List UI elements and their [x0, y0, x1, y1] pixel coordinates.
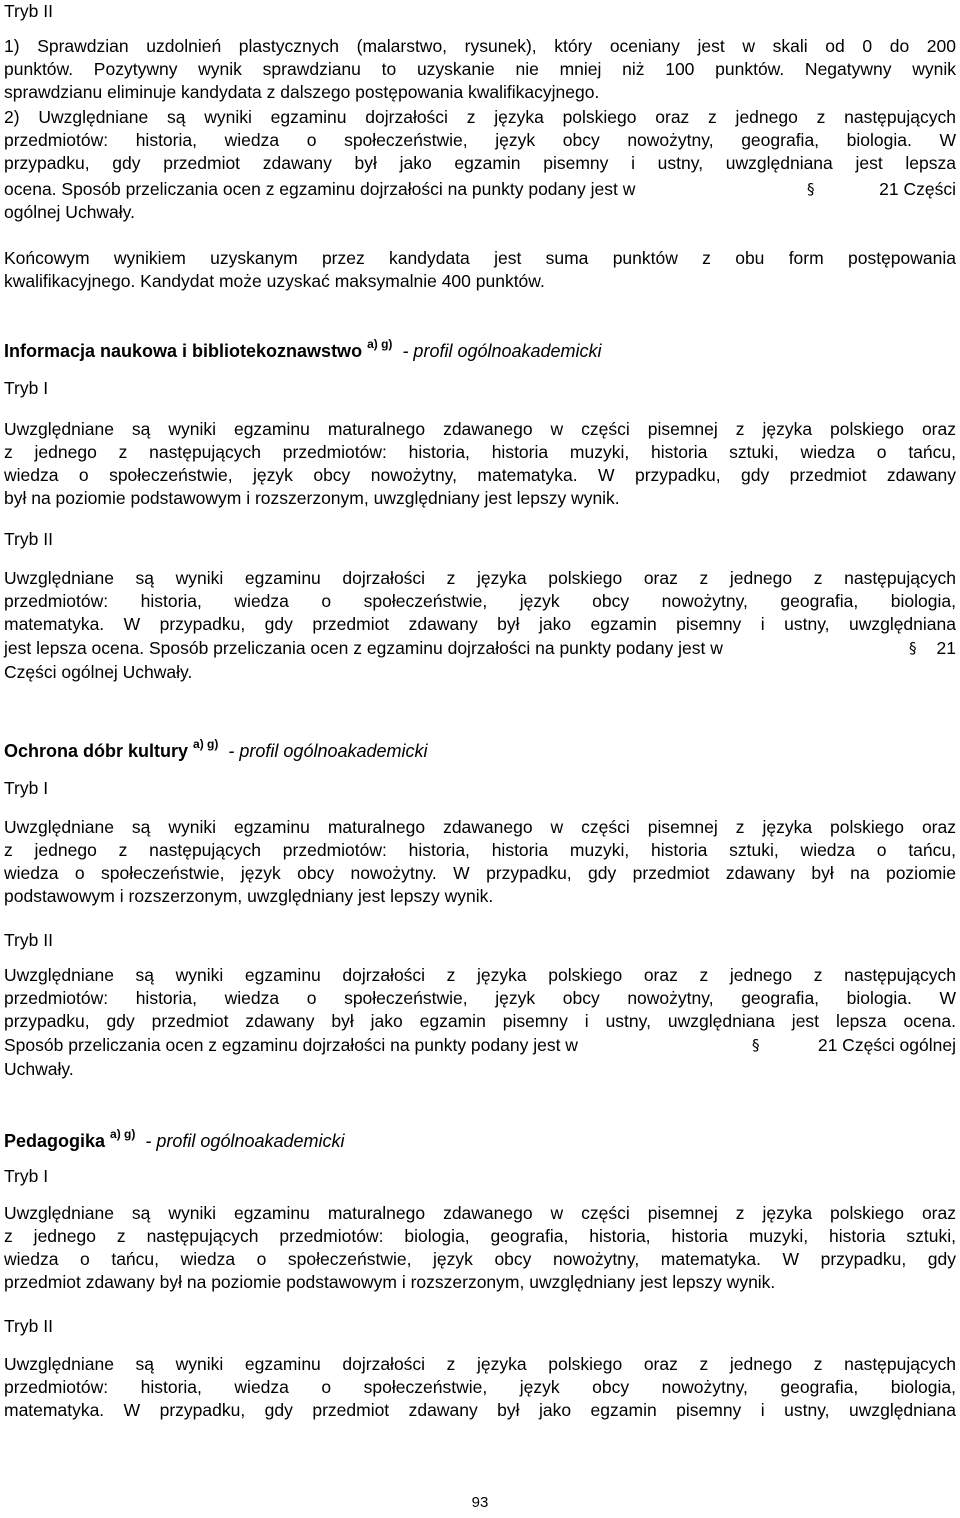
body-line: ogólnej Uchwały.	[4, 202, 135, 222]
paragraph-symbol: §	[909, 639, 917, 657]
body-line-text: Sposób przeliczania ocen z egzaminu dojrzałości na punkty podany jest w	[4, 1035, 578, 1055]
section-profile: - profil ogólnoakademicki	[397, 341, 602, 361]
body-line-text: ocena. Sposób przeliczania ocen z egzaminu dojrzałości na punkty podany jest w	[4, 179, 636, 199]
body-line-text: 21 Części	[879, 179, 956, 199]
body-line: przypadku, gdy przedmiot zdawany był jako egzamin pisemny i ustny, uwzględniana jest lepsza ocena.	[4, 1011, 956, 1031]
body-line: 1) Sprawdzian uzdolnień plastycznych (malarstwo, rysunek), który oceniany jest w skali od 0 do 200	[4, 36, 956, 56]
tryb-ii-label: Tryb II	[4, 1, 53, 21]
body-line-text: 21 Części ogólnej	[817, 1035, 956, 1055]
section-footnote-marks: a) g)	[193, 737, 219, 751]
section-heading	[4, 733, 428, 763]
body-line: przedmiot zdawany był na poziomie podstawowym i rozszerzonym, uwzględniany jest lepszy wynik.	[4, 1272, 776, 1292]
section-title: Informacja naukowa i bibliotekoznawstwo	[4, 341, 363, 361]
section-title: Ochrona dóbr kultury	[4, 741, 189, 761]
body-line: z jednego z następujących przedmiotów: historia, historia muzyki, historia sztuki, wiedza o tańcu,	[4, 442, 956, 462]
body-line: wiedza o społeczeństwie, język obcy nowożytny. W przypadku, gdy przedmiot zdawany był na poziomie	[4, 863, 956, 883]
body-line: 2) Uwzględniane są wyniki egzaminu dojrzałości z języka polskiego oraz z jednego z następujących	[4, 107, 956, 127]
section-profile: - profil ogólnoakademicki	[223, 741, 428, 761]
body-line: wiedza o społeczeństwie, język obcy nowożytny, matematyka. W przypadku, gdy przedmiot zdawany	[4, 465, 956, 485]
tryb-i-label: Tryb I	[4, 1166, 49, 1186]
tryb-i-label: Tryb I	[4, 378, 49, 398]
body-line: z jednego z następujących przedmiotów: historia, historia muzyki, historia sztuki, wiedza o tańcu,	[4, 840, 956, 860]
section-footnote-marks: a) g)	[110, 1127, 136, 1141]
body-line: Uwzględniane są wyniki egzaminu maturalnego zdawanego w części pisemnej z języka polskiego oraz	[4, 1203, 956, 1223]
body-line: wiedza o tańcu, wiedza o społeczeństwie, język obcy nowożytny, matematyka. W przypadku, gdy	[4, 1249, 956, 1269]
body-line: Uchwały.	[4, 1059, 74, 1079]
tryb-ii-label: Tryb II	[4, 1316, 53, 1336]
body-line: Uwzględniane są wyniki egzaminu dojrzałości z języka polskiego oraz z jednego z następujących	[4, 1354, 956, 1374]
body-line-text: 21	[936, 638, 956, 658]
body-line: matematyka. W przypadku, gdy przedmiot zdawany był jako egzamin pisemny i ustny, uwzględniana	[4, 1400, 956, 1420]
body-line: Uwzględniane są wyniki egzaminu maturalnego zdawanego w części pisemnej z języka polskiego oraz	[4, 419, 956, 439]
tryb-ii-label: Tryb II	[4, 930, 53, 950]
body-line: podstawowym i rozszerzonym, uwzględniany jest lepszy wynik.	[4, 886, 494, 906]
body-line: przedmiotów: historia, wiedza o społeczeństwie, język obcy nowożytny, geografia, biologia. W	[4, 130, 956, 150]
body-line: Końcowym wynikiem uzyskanym przez kandydata jest suma punktów z obu form postępowania	[4, 248, 956, 268]
body-line: przedmiotów: historia, wiedza o społeczeństwie, język obcy nowożytny, geografia, biologia,	[4, 1377, 956, 1397]
body-line: sprawdzianu eliminuje kandydata z dalszego postępowania kwalifikacyjnego.	[4, 82, 600, 102]
section-footnote-marks: a) g)	[367, 337, 393, 351]
body-line: kwalifikacyjnego. Kandydat może uzyskać maksymalnie 400 punktów.	[4, 271, 545, 291]
body-line: Uwzględniane są wyniki egzaminu dojrzałości z języka polskiego oraz z jednego z następujących	[4, 965, 956, 985]
tryb-i-label: Tryb I	[4, 778, 49, 798]
body-line: matematyka. W przypadku, gdy przedmiot zdawany był jako egzamin pisemny i ustny, uwzględniana	[4, 614, 956, 634]
body-line: Uwzględniane są wyniki egzaminu maturalnego zdawanego w części pisemnej z języka polskiego oraz	[4, 817, 956, 837]
body-line-with-paragraph-ref	[4, 637, 956, 660]
body-line: z jednego z następujących przedmiotów: biologia, geografia, historia, historia muzyki, historia sztuki,	[4, 1226, 956, 1246]
body-line: przedmiotów: historia, wiedza o społeczeństwie, język obcy nowożytny, geografia, biologia. W	[4, 988, 956, 1008]
section-heading	[4, 333, 602, 363]
section-heading	[4, 1123, 345, 1153]
body-line: był na poziomie podstawowym i rozszerzonym, uwzględniany jest lepszy wynik.	[4, 488, 620, 508]
paragraph-symbol: §	[807, 180, 815, 198]
body-line-text: jest lepsza ocena. Sposób przeliczania ocen z egzaminu dojrzałości na punkty podany jest w	[4, 638, 723, 658]
body-line-with-paragraph-ref	[4, 178, 956, 201]
body-line: punktów. Pozytywny wynik sprawdzianu to uzyskanie nie mniej niż 100 punktów. Negatywny wynik	[4, 59, 956, 79]
page-number: 93	[471, 1494, 489, 1511]
body-line-with-paragraph-ref	[4, 1034, 956, 1057]
section-title: Pedagogika	[4, 1131, 106, 1151]
section-profile: - profil ogólnoakademicki	[140, 1131, 345, 1151]
body-line: Części ogólnej Uchwały.	[4, 662, 193, 682]
body-line: przedmiotów: historia, wiedza o społeczeństwie, język obcy nowożytny, geografia, biologia,	[4, 591, 956, 611]
body-line: Uwzględniane są wyniki egzaminu dojrzałości z języka polskiego oraz z jednego z następujących	[4, 568, 956, 588]
paragraph-symbol: §	[752, 1036, 760, 1054]
body-line: przypadku, gdy przedmiot zdawany był jako egzamin pisemny i ustny, uwzględniana jest lepsza	[4, 153, 956, 173]
tryb-ii-label: Tryb II	[4, 529, 53, 549]
